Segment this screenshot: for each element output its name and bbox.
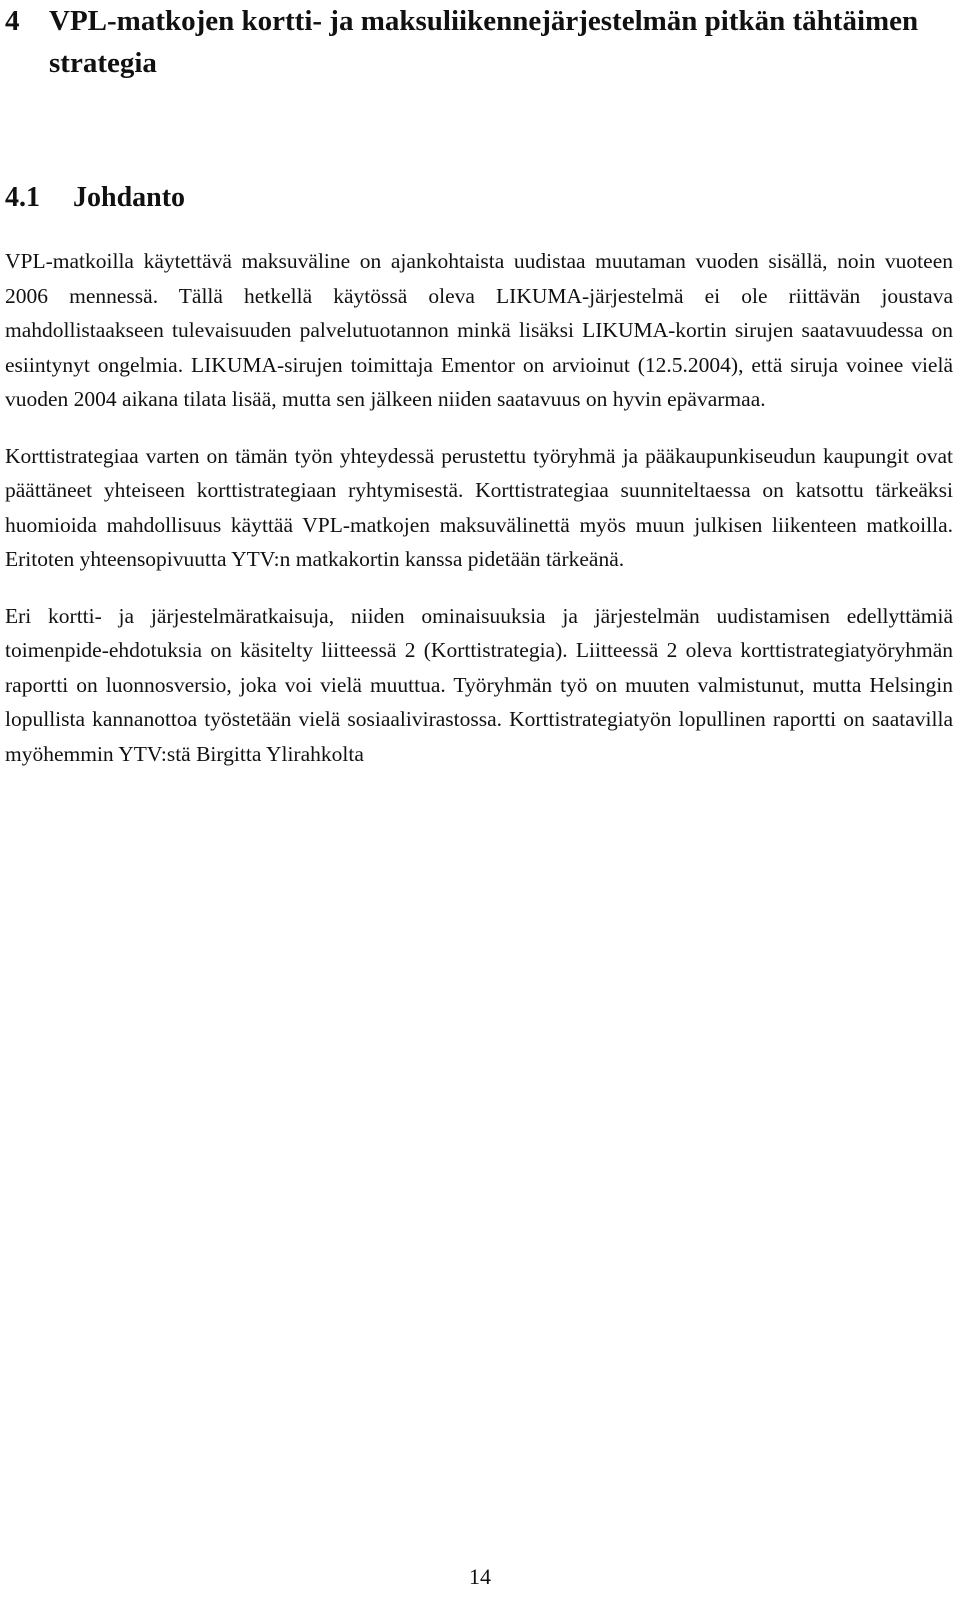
section-heading <box>5 180 953 216</box>
chapter-heading <box>5 0 953 84</box>
chapter-title: VPL-matkojen kortti- ja maksuliikennejärjestelmän pitkän tähtäimen strategia <box>49 5 919 79</box>
paragraph-2: Korttistrategiaa varten on tämän työn yhteydessä perustettu työryhmä ja pääkaupunkiseudun kaupungit ovat päättäneet yhteiseen korttistrategiaan ryhtymisestä. Korttistrategiaa suunniteltaessa on katsottu tärkeäksi huomioida mahdollisuus käyttää VPL-matkojen maksuvälinettä myös muun julkisen liikenteen matkoilla. Eritoten yhteensopivuutta YTV:n matkakortin kanssa pidetään tärkeänä. <box>5 443 953 571</box>
section-number: 4.1 <box>5 182 40 213</box>
chapter-number: 4 <box>5 5 20 37</box>
section-title: Johdanto <box>73 182 186 213</box>
page-number: 14 <box>469 1564 491 1589</box>
document-page <box>5 0 953 771</box>
paragraph-1: VPL-matkoilla käytettävä maksuväline on ajankohtaista uudistaa muutaman vuoden sisällä, noin vuoteen 2006 mennessä. Tällä hetkellä käytössä oleva LIKUMA-järjestelmä ei ole riittävän joustava mahdollistaakseen tulevaisuuden palvelutuotannon minkä lisäksi LIKUMA-kortin sirujen saatavuudessa on esiintynyt ongelmia. LIKUMA-sirujen toimittaja Ementor on arvioinut (12.5.2004), että siruja voinee vielä vuoden 2004 aikana tilata lisää, mutta sen jälkeen niiden saatavuus on hyvin epävarmaa. <box>5 249 953 411</box>
paragraph-3: Eri kortti- ja järjestelmäratkaisuja, niiden ominaisuuksia ja järjestelmän uudistamisen edellyttämiä toimenpide-ehdotuksia on käsitelty liitteessä 2 (Korttistrategia). Liitteessä 2 oleva korttistrategiatyöryhmän raportti on luonnosversio, joka voi vielä muuttua. Työryhmän työ on muuten valmistunut, mutta Helsingin lopullista kannanottoa työstetään vielä sosiaalivirastossa. Korttistrategiatyön lopullinen raportti on saatavilla myöhemmin YTV:stä Birgitta Ylirahkolta <box>5 603 953 766</box>
